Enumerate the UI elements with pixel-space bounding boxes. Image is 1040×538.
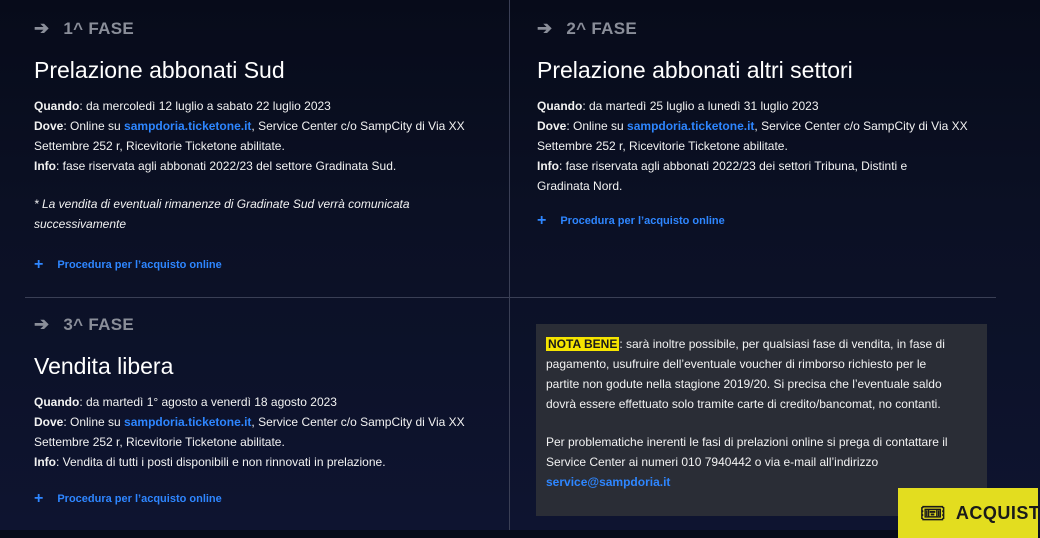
- phase3-title: Vendita libera: [34, 353, 174, 379]
- phase2-info: [537, 96, 1007, 196]
- dove-text: , Service Center c/o SampCity di Via XX: [251, 415, 465, 429]
- dove-text: , Service Center c/o SampCity di Via XX: [754, 119, 968, 133]
- plus-icon: +: [34, 256, 44, 273]
- phase2-header: [537, 18, 1007, 39]
- ticketone-link[interactable]: sampdoria.ticketone.it: [124, 415, 252, 429]
- dove-label: Dove: [537, 119, 567, 133]
- arrow-right-icon: ➔: [537, 18, 553, 38]
- dove-label: Dove: [34, 415, 64, 429]
- dove-text: : Online su: [63, 415, 125, 429]
- nota-text: pagamento, usufruire dell’eventuale voucher di rimborso richiesto per le: [546, 357, 927, 371]
- note-line: * La vendita di eventuali rimanenze di Gradinate Sud verrà comunicata: [34, 197, 410, 211]
- phase3-section: [34, 314, 499, 508]
- dove-text: : Online su: [566, 119, 628, 133]
- procedure-label: Procedura per l’acquisto online: [57, 493, 222, 505]
- nota-text: partite non godute nella stagione 2019/20. Si precisa che l’eventuale saldo: [546, 377, 942, 391]
- buy-button-label: ACQUIST: [955, 502, 1040, 523]
- phase1-section: [34, 18, 499, 274]
- phase2-label: 2^ FASE: [566, 18, 637, 38]
- nota-paragraph: [546, 334, 977, 414]
- nota-text: : sarà inoltre possibile, per qualsiasi fase di vendita, in fase di: [619, 337, 945, 351]
- info-label: Info: [34, 159, 56, 173]
- phase1-title: Prelazione abbonati Sud: [34, 57, 285, 83]
- ticketone-link[interactable]: sampdoria.ticketone.it: [124, 119, 252, 133]
- nota-text: dovrà essere effettuato solo tramite carte di credito/bancomat, no contanti.: [546, 397, 941, 411]
- phase3-header: [34, 314, 499, 335]
- dove-text: , Service Center c/o SampCity di Via XX: [251, 119, 465, 133]
- quando-label: Quando: [537, 99, 583, 113]
- note-line: successivamente: [34, 217, 127, 231]
- info-text: : Vendita di tutti i posti disponibili e non rinnovati in prelazione.: [56, 455, 386, 469]
- vertical-divider: [509, 0, 510, 530]
- quando-label: Quando: [34, 99, 80, 113]
- phase2-section: [537, 18, 1007, 230]
- quando-label: Quando: [34, 395, 80, 409]
- info-text: : fase riservata agli abbonati 2022/23 del settore Gradinata Sud.: [56, 159, 397, 173]
- horizontal-divider: [25, 297, 996, 298]
- contact-text: Service Center ai numeri 010 7940442 o via e-mail all’indirizzo: [546, 455, 879, 469]
- ticketone-link[interactable]: sampdoria.ticketone.it: [627, 119, 755, 133]
- plus-icon: +: [34, 490, 44, 507]
- dove-text: Settembre 252 r, Ricevitorie Ticketone abilitate.: [34, 139, 285, 153]
- phase1-procedure-link[interactable]: [34, 256, 499, 274]
- info-label: Info: [537, 159, 559, 173]
- email-link[interactable]: service@sampdoria.it: [546, 475, 671, 489]
- buy-button[interactable]: [898, 488, 1038, 538]
- contact-text: Per problematiche inerenti le fasi di prelazioni online si prega di contattare il: [546, 435, 948, 449]
- dove-label: Dove: [34, 119, 64, 133]
- info-label: Info: [34, 455, 56, 469]
- contact-paragraph: [546, 432, 977, 492]
- dove-text: : Online su: [63, 119, 125, 133]
- phase2-procedure-link[interactable]: [537, 212, 1007, 230]
- procedure-label: Procedura per l’acquisto online: [560, 215, 725, 227]
- arrow-right-icon: ➔: [34, 18, 50, 38]
- phase3-info: [34, 392, 499, 472]
- quando-text: : da martedì 25 luglio a lunedì 31 luglio 2023: [582, 99, 819, 113]
- info-text: Gradinata Nord.: [537, 179, 623, 193]
- ticket-icon: 🎟: [920, 502, 946, 525]
- quando-text: : da martedì 1° agosto a venerdì 18 agosto 2023: [79, 395, 337, 409]
- dove-text: Settembre 252 r, Ricevitorie Ticketone abilitate.: [34, 435, 285, 449]
- phase3-label: 3^ FASE: [63, 314, 134, 334]
- dove-text: Settembre 252 r, Ricevitorie Ticketone abilitate.: [537, 139, 788, 153]
- nota-bene-badge: NOTA BENE: [548, 337, 618, 351]
- arrow-right-icon: ➔: [34, 314, 50, 334]
- phase2-title: Prelazione abbonati altri settori: [537, 57, 853, 83]
- info-text: : fase riservata agli abbonati 2022/23 dei settori Tribuna, Distinti e: [559, 159, 908, 173]
- plus-icon: +: [537, 212, 547, 229]
- procedure-label: Procedura per l’acquisto online: [57, 259, 222, 271]
- phase1-header: [34, 18, 499, 39]
- phase1-label: 1^ FASE: [63, 18, 134, 38]
- quando-text: : da mercoledì 12 luglio a sabato 22 luglio 2023: [79, 99, 331, 113]
- phase1-note: [34, 194, 499, 234]
- phase1-info: [34, 96, 499, 176]
- phase3-procedure-link[interactable]: [34, 490, 499, 508]
